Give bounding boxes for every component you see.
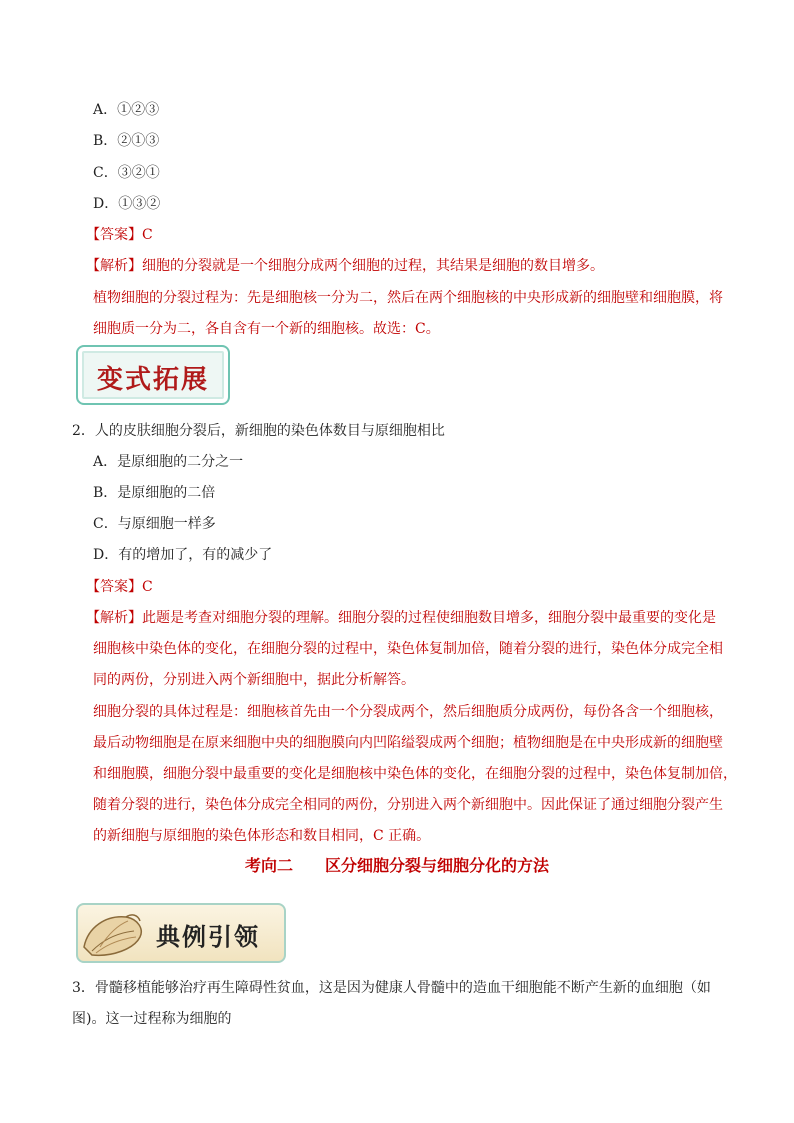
variant-extension-banner (76, 345, 230, 405)
q1-analysis-line-3: 细胞质一分为二，各自含有一个新的细胞核。故选：C。 (93, 321, 440, 337)
q2-analysis-line-8: 的新细胞与原细胞的染色体形态和数目相同，C 正确。 (93, 828, 431, 844)
q1-analysis-line-2: 植物细胞的分裂过程为：先是细胞核一分为二，然后在两个细胞核的中央形成新的细胞壁和细胞膜，将 (93, 290, 723, 306)
q2-analysis-line-3: 同的两份，分别进入两个新细胞中，据此分析解答。 (93, 672, 415, 688)
example-lead-banner (76, 903, 286, 963)
q2-stem: 2．人的皮肤细胞分裂后，新细胞的染色体数目与原细胞相比 (72, 423, 445, 439)
q3-line-1: 3．骨髓移植能够治疗再生障碍性贫血，这是因为健康人骨髓中的造血干细胞能不断产生新的血细胞（如 (72, 980, 711, 996)
q2-answer (86, 577, 153, 597)
q3-line-2: 图)。这一过程称为细胞的 (72, 1011, 232, 1027)
q2-analysis-line-7: 随着分裂的进行，染色体分成完全相同的两份，分别进入两个新细胞中。因此保证了通过细胞分裂产生 (93, 797, 723, 813)
q2-analysis-line-5: 最后动物细胞是在原来细胞中央的细胞膜向内凹陷缢裂成两个细胞；植物细胞是在中央形成新的细胞壁 (93, 735, 723, 751)
q1-analysis-line-1 (86, 256, 604, 276)
q1-option-a: A．①②③ (93, 102, 160, 118)
q2-analysis-label: 【解析】 (86, 610, 142, 626)
conch-shell-icon (78, 907, 148, 961)
q1-option-b: B．②①③ (93, 133, 160, 149)
q1-option-c: C．③②① (93, 165, 160, 181)
q1-option-d: D．①③② (93, 196, 161, 212)
q1-analysis-label: 【解析】 (86, 258, 142, 274)
q2-option-a: A．是原细胞的二分之一 (93, 454, 244, 470)
q1-answer-value: C (142, 227, 153, 243)
q2-option-c: C．与原细胞一样多 (93, 516, 216, 532)
section-title: 考向二 区分细胞分裂与细胞分化的方法 (244, 856, 549, 875)
q2-analysis-line-2: 细胞核中染色体的变化，在细胞分裂的过程中，染色体复制加倍，随着分裂的进行，染色体分成完全相 (93, 641, 723, 657)
q2-analysis-line-4: 细胞分裂的具体过程是：细胞核首先由一个分裂成两个，然后细胞质分成两份，每份各含一个细胞核， (93, 704, 723, 720)
q2-analysis-text-1: 此题是考查对细胞分裂的理解。细胞分裂的过程使细胞数目增多，细胞分裂中最重要的变化是 (142, 610, 716, 626)
q1-answer (86, 225, 153, 245)
q2-analysis-line-6: 和细胞膜，细胞分裂中最重要的变化是细胞核中染色体的变化，在细胞分裂的过程中，染色体复制加倍， (93, 766, 737, 782)
q2-option-d: D．有的增加了，有的减少了 (93, 547, 273, 563)
q2-option-b: B．是原细胞的二倍 (93, 485, 216, 501)
example-lead-title: 典例引领 (156, 922, 260, 951)
q2-answer-label: 【答案】 (86, 579, 142, 595)
variant-extension-title: 变式拓展 (96, 365, 209, 395)
q1-analysis-text-1: 细胞的分裂就是一个细胞分成两个细胞的过程，其结果是细胞的数目增多。 (142, 258, 604, 274)
q2-answer-value: C (142, 579, 153, 595)
q1-answer-label: 【答案】 (86, 227, 142, 243)
q2-analysis-line-1 (86, 608, 716, 628)
